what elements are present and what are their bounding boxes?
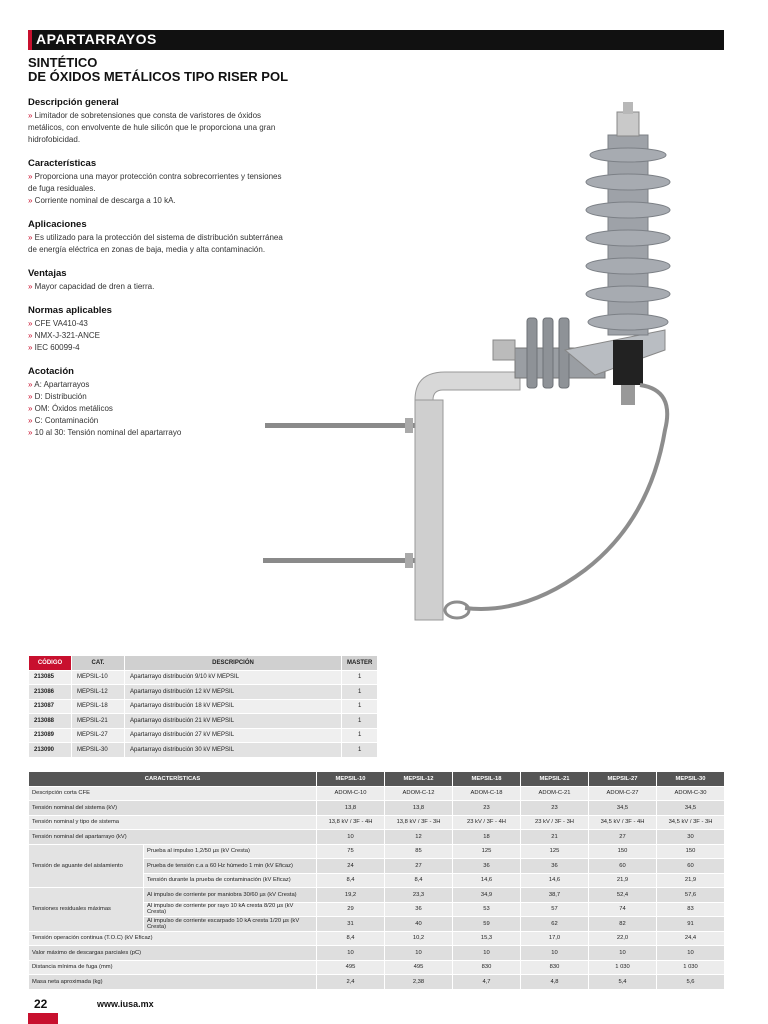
table-cell: 213088	[29, 714, 72, 729]
value-cell: 1 030	[589, 960, 657, 975]
row-label: Al impulso de corriente escarpado 10 kA cresta 1/20 µs (kV Cresta)	[144, 917, 317, 932]
value-cell: 85	[385, 844, 453, 859]
model-header: MEPSIL-12	[385, 772, 453, 787]
specs-header: CARACTERÍSTICAS	[29, 772, 317, 787]
section	[28, 305, 288, 354]
value-cell: 2,4	[317, 975, 385, 990]
value-cell: 15,3	[453, 931, 521, 946]
table-cell: 1	[342, 743, 378, 758]
table-cell: Apartarrayo distribución 27 kV MEPSIL	[125, 728, 342, 743]
table-cell: Apartarrayo distribución 30 kV MEPSIL	[125, 743, 342, 758]
value-cell: 21,9	[657, 873, 725, 888]
row-label: Tensión nominal del sistema (kV)	[29, 801, 317, 816]
subtitle-line-1: SINTÉTICO	[28, 55, 98, 70]
table-cell: MEPSIL-27	[72, 728, 125, 743]
value-cell: 74	[589, 902, 657, 917]
model-header: MEPSIL-10	[317, 772, 385, 787]
table-cell: MEPSIL-18	[72, 699, 125, 714]
table-row	[29, 685, 378, 700]
value-cell: 29	[317, 902, 385, 917]
value-cell: 22,0	[589, 931, 657, 946]
value-cell: 14,6	[521, 873, 589, 888]
row-label: Tensión durante la prueba de contaminación (kV Eficaz)	[144, 873, 317, 888]
table-cell: Apartarrayo distribución 21 kV MEPSIL	[125, 714, 342, 729]
value-cell: 10	[317, 830, 385, 845]
surge-arrester-image	[255, 100, 725, 640]
value-cell: 23 kV / 3F - 4H	[453, 815, 521, 830]
value-cell: 150	[657, 844, 725, 859]
value-cell: 34,9	[453, 888, 521, 903]
value-cell: 34,5 kV / 3F - 4H	[589, 815, 657, 830]
table-cell: 1	[342, 728, 378, 743]
value-cell: 13,8	[385, 801, 453, 816]
info-sections	[28, 97, 288, 451]
table-cell: 213085	[29, 670, 72, 685]
value-cell: 10,2	[385, 931, 453, 946]
row-label: Masa neta aproximada (kg)	[29, 975, 317, 990]
group-label: Tensión de aguante del aislamiento	[29, 844, 144, 888]
section-line: » 10 al 30: Tensión nominal del apartarrayo	[28, 427, 288, 439]
table-cell: 213086	[29, 685, 72, 700]
row-label: Al impulso de corriente por maniobra 30/60 µs (kV Cresta)	[144, 888, 317, 903]
value-cell: 60	[589, 859, 657, 874]
value-cell: 62	[521, 917, 589, 932]
row-label: Prueba de tensión c.a a 60 Hz húmedo 1 min (kV Eficaz)	[144, 859, 317, 874]
col-header-description: DESCRIPCIÓN	[125, 656, 342, 671]
value-cell: 1 030	[657, 960, 725, 975]
value-cell: 24	[317, 859, 385, 874]
section-title: Normas aplicables	[28, 305, 112, 316]
page-title: APARTARRAYOS	[36, 31, 157, 47]
table-row	[29, 975, 725, 990]
section-line: » A: Apartarrayos	[28, 379, 288, 391]
value-cell: 4,7	[453, 975, 521, 990]
value-cell: 34,5	[657, 801, 725, 816]
header-accent	[28, 30, 32, 50]
value-cell: 5,4	[589, 975, 657, 990]
value-cell: 75	[317, 844, 385, 859]
section-title: Ventajas	[28, 268, 67, 279]
row-label: Valor máximo de descargas parciales (pC)	[29, 946, 317, 961]
section	[28, 268, 288, 293]
section	[28, 219, 288, 256]
section-title: Características	[28, 158, 97, 169]
table-cell: MEPSIL-10	[72, 670, 125, 685]
value-cell: 495	[317, 960, 385, 975]
table-cell: Apartarrayo distribución 9/10 kV MEPSIL	[125, 670, 342, 685]
website-link[interactable]: www.iusa.mx	[97, 999, 154, 1009]
catalog-table	[28, 655, 378, 758]
section	[28, 158, 288, 207]
section	[28, 366, 288, 439]
section-line: » NMX-J-321-ANCE	[28, 330, 288, 342]
value-cell: 21	[521, 830, 589, 845]
model-header: MEPSIL-30	[657, 772, 725, 787]
value-cell: ADOM-C-18	[453, 786, 521, 801]
value-cell: 59	[453, 917, 521, 932]
value-cell: 18	[453, 830, 521, 845]
table-row	[29, 815, 725, 830]
table-row	[29, 960, 725, 975]
value-cell: 10	[521, 946, 589, 961]
row-label: Tensión operación continua (T.O.C) (kV Eficaz)	[29, 931, 317, 946]
value-cell: 125	[521, 844, 589, 859]
value-cell: 23	[521, 801, 589, 816]
table-row	[29, 743, 378, 758]
section-line: » Corriente nominal de descarga a 10 kA.	[28, 195, 288, 207]
table-cell: 213089	[29, 728, 72, 743]
value-cell: 2,38	[385, 975, 453, 990]
row-label: Tensión nominal y tipo de sistema	[29, 815, 317, 830]
value-cell: 10	[657, 946, 725, 961]
value-cell: ADOM-C-27	[589, 786, 657, 801]
row-label: Tensión nominal del apartarrayo (kV)	[29, 830, 317, 845]
value-cell: ADOM-C-21	[521, 786, 589, 801]
footer-accent	[28, 1013, 58, 1024]
value-cell: 150	[589, 844, 657, 859]
value-cell: 60	[657, 859, 725, 874]
row-label: Distancia mínima de fuga (mm)	[29, 960, 317, 975]
section-line: » Proporciona una mayor protección contra sobrecorrientes y tensiones de fuga residuales.	[28, 171, 288, 195]
table-row	[29, 844, 725, 859]
value-cell: 14,6	[453, 873, 521, 888]
section-line: » IEC 60099-4	[28, 342, 288, 354]
value-cell: 23,3	[385, 888, 453, 903]
table-row	[29, 888, 725, 903]
value-cell: 34,5	[589, 801, 657, 816]
table-row	[29, 931, 725, 946]
model-header: MEPSIL-21	[521, 772, 589, 787]
value-cell: 5,6	[657, 975, 725, 990]
value-cell: 17,0	[521, 931, 589, 946]
value-cell: 57	[521, 902, 589, 917]
value-cell: 52,4	[589, 888, 657, 903]
value-cell: 13,8 kV / 3F - 3H	[385, 815, 453, 830]
value-cell: 40	[385, 917, 453, 932]
section-line: » OM: Óxidos metálicos	[28, 403, 288, 415]
value-cell: 82	[589, 917, 657, 932]
table-cell: 213087	[29, 699, 72, 714]
table-cell: Apartarrayo distribución 18 kV MEPSIL	[125, 699, 342, 714]
value-cell: 19,2	[317, 888, 385, 903]
value-cell: 12	[385, 830, 453, 845]
table-cell: 213090	[29, 743, 72, 758]
table-row	[29, 801, 725, 816]
table-cell: MEPSIL-30	[72, 743, 125, 758]
value-cell: 91	[657, 917, 725, 932]
section-line: » Limitador de sobretensiones que consta de varistores de óxidos metálicos, con envolvente de hule silicón que le proporciona una gran hidrofobicidad.	[28, 110, 288, 146]
table-row	[29, 946, 725, 961]
value-cell: 10	[453, 946, 521, 961]
value-cell: 10	[317, 946, 385, 961]
section-line: » Mayor capacidad de dren a tierra.	[28, 281, 288, 293]
value-cell: 13,8 kV / 3F - 4H	[317, 815, 385, 830]
table-cell: Apartarrayo distribución 12 kV MEPSIL	[125, 685, 342, 700]
table-cell: MEPSIL-21	[72, 714, 125, 729]
value-cell: 23 kV / 3F - 3H	[521, 815, 589, 830]
specs-table	[28, 771, 725, 990]
value-cell: 31	[317, 917, 385, 932]
value-cell: ADOM-C-12	[385, 786, 453, 801]
value-cell: 4,8	[521, 975, 589, 990]
table-cell: 1	[342, 699, 378, 714]
col-header-cat: CAT.	[72, 656, 125, 671]
value-cell: 495	[385, 960, 453, 975]
section-title: Aplicaciones	[28, 219, 87, 230]
value-cell: 830	[521, 960, 589, 975]
table-row	[29, 714, 378, 729]
table-row	[29, 670, 378, 685]
row-label: Prueba al impulso 1,2/50 µs (kV Cresta)	[144, 844, 317, 859]
section-title: Acotación	[28, 366, 74, 377]
page-number: 22	[34, 997, 48, 1011]
value-cell: 30	[657, 830, 725, 845]
value-cell: 21,9	[589, 873, 657, 888]
value-cell: 36	[385, 902, 453, 917]
row-label: Al impulso de corriente por rayo 10 kA cresta 8/20 µs (kV Cresta)	[144, 902, 317, 917]
value-cell: 10	[385, 946, 453, 961]
row-label: Descripción corta CFE	[29, 786, 317, 801]
model-header: MEPSIL-18	[453, 772, 521, 787]
value-cell: 38,7	[521, 888, 589, 903]
group-label: Tensiones residuales máximas	[29, 888, 144, 932]
header-bar	[28, 30, 724, 50]
table-cell: 1	[342, 714, 378, 729]
value-cell: 13,8	[317, 801, 385, 816]
section	[28, 97, 288, 146]
value-cell: 53	[453, 902, 521, 917]
value-cell: 27	[589, 830, 657, 845]
section-title: Descripción general	[28, 97, 119, 108]
section-line: » C: Contaminación	[28, 415, 288, 427]
model-header: MEPSIL-27	[589, 772, 657, 787]
table-cell: 1	[342, 685, 378, 700]
table-cell: MEPSIL-12	[72, 685, 125, 700]
col-header-master: MASTER	[342, 656, 378, 671]
subtitle-line-2: DE ÓXIDOS METÁLICOS TIPO RISER POL	[28, 69, 289, 84]
value-cell: 36	[521, 859, 589, 874]
product-subtitle	[28, 56, 288, 84]
value-cell: ADOM-C-30	[657, 786, 725, 801]
section-line: » Es utilizado para la protección del sistema de distribución subterránea de energía eléctrica en zonas de baja, media y alta contaminación.	[28, 232, 288, 256]
value-cell: 83	[657, 902, 725, 917]
value-cell: 8,4	[317, 931, 385, 946]
table-row	[29, 786, 725, 801]
value-cell: 830	[453, 960, 521, 975]
section-line: » CFE VA410-43	[28, 318, 288, 330]
section-line: » D: Distribución	[28, 391, 288, 403]
value-cell: 10	[589, 946, 657, 961]
value-cell: 57,6	[657, 888, 725, 903]
value-cell: 125	[453, 844, 521, 859]
value-cell: 23	[453, 801, 521, 816]
value-cell: 8,4	[385, 873, 453, 888]
table-row	[29, 728, 378, 743]
value-cell: 8,4	[317, 873, 385, 888]
table-row	[29, 830, 725, 845]
value-cell: ADOM-C-10	[317, 786, 385, 801]
table-row	[29, 699, 378, 714]
value-cell: 36	[453, 859, 521, 874]
value-cell: 24,4	[657, 931, 725, 946]
value-cell: 27	[385, 859, 453, 874]
col-header-code: CÓDIGO	[29, 656, 72, 671]
table-cell: 1	[342, 670, 378, 685]
value-cell: 34,5 kV / 3F - 3H	[657, 815, 725, 830]
